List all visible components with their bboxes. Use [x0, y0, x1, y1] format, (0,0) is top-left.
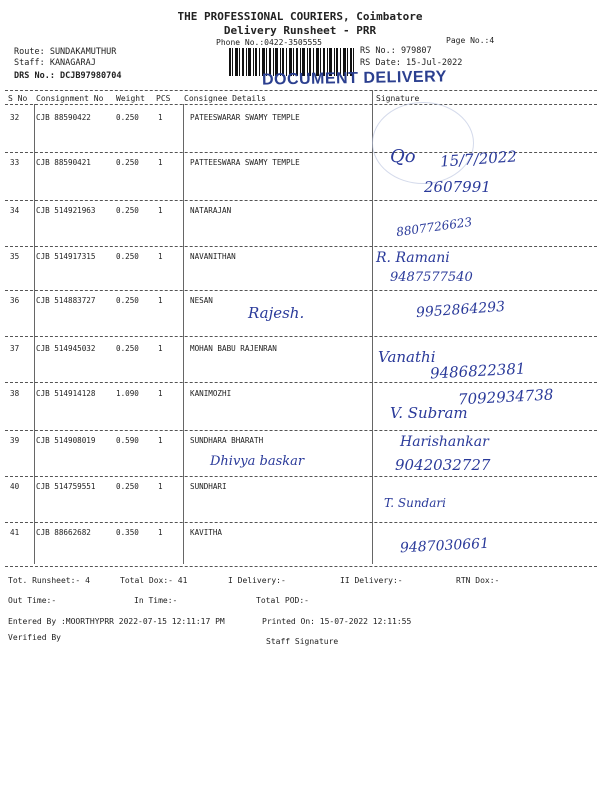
col-sno: S No [8, 94, 28, 103]
handwritten-name: Harishankar [400, 434, 489, 450]
row-weight: 0.350 [116, 528, 139, 537]
total-dox: Total Dox:- 41 [120, 576, 188, 585]
row-consignment: CJB 514917315 [36, 252, 96, 261]
row-consignment: CJB 514914128 [36, 389, 96, 398]
row-consignee: PATTEESWARA SWAMY TEMPLE [190, 158, 300, 167]
row-sno: 32 [10, 113, 20, 122]
total-pod: Total POD:- [256, 596, 309, 605]
handwritten-date: 15/7/2022 [439, 147, 518, 171]
row-pcs: 1 [158, 252, 163, 261]
handwritten-phone: 9487577540 [390, 270, 473, 285]
row-consignment: CJB 514759551 [36, 482, 96, 491]
handwritten-phone: 8807726623 [395, 214, 473, 240]
row-consignment: CJB 514883727 [36, 296, 96, 305]
first-delivery: I Delivery:- [228, 576, 286, 585]
row-divider [5, 566, 597, 567]
row-weight: 0.250 [116, 482, 139, 491]
row-divider [5, 476, 597, 477]
row-weight: 0.250 [116, 296, 139, 305]
staff-label: Staff: KANAGARAJ [14, 58, 96, 68]
row-weight: 0.590 [116, 436, 139, 445]
phone-number: Phone No.:0422-3505555 [216, 38, 322, 47]
col-separator [372, 90, 373, 564]
document-delivery-stamp: DOCUMENT DELIVERY [261, 68, 447, 89]
row-sno: 40 [10, 482, 20, 491]
row-sno: 36 [10, 296, 20, 305]
handwritten-phone: 7092934738 [457, 385, 554, 409]
header-top-rule [5, 90, 597, 91]
row-weight: 0.250 [116, 158, 139, 167]
row-divider [5, 246, 597, 247]
second-delivery: II Delivery:- [340, 576, 403, 585]
handwritten-phone: 9486822381 [429, 359, 526, 383]
row-pcs: 1 [158, 158, 163, 167]
row-pcs: 1 [158, 113, 163, 122]
staff-signature: Staff Signature [266, 637, 339, 646]
row-consignee: KAVITHA [190, 528, 223, 537]
row-pcs: 1 [158, 528, 163, 537]
row-consignee: PATEESWARAR SWAMY TEMPLE [190, 113, 300, 122]
row-weight: 0.250 [116, 206, 139, 215]
handwritten-signature: Qo [390, 146, 416, 167]
row-sno: 34 [10, 206, 20, 215]
row-consignee: SUNDHARA BHARATH [190, 436, 264, 445]
row-weight: 1.090 [116, 389, 139, 398]
row-sno: 33 [10, 158, 20, 167]
rtn-dox: RTN Dox:- [456, 576, 500, 585]
row-weight: 0.250 [116, 252, 139, 261]
row-consignee: NAVANITHAN [190, 252, 236, 261]
col-consignment: Consignment No [36, 94, 104, 103]
row-consignment: CJB 88590421 [36, 158, 91, 167]
row-consignment: CJB 88662682 [36, 528, 91, 537]
row-consignee: NESAN [190, 296, 213, 305]
rs-number: RS No.: 979807 [360, 46, 432, 56]
col-signature: Signature [376, 94, 420, 103]
handwritten-name: T. Sundari [384, 496, 446, 510]
row-pcs: 1 [158, 389, 163, 398]
out-time: Out Time:- [8, 596, 57, 605]
row-pcs: 1 [158, 344, 163, 353]
row-consignee: KANIMOZHI [190, 389, 232, 398]
row-divider [5, 290, 597, 291]
runsheet-subtitle: Delivery Runsheet - PRR [223, 24, 377, 37]
row-sno: 38 [10, 389, 20, 398]
row-divider [5, 336, 597, 337]
handwritten-phone: 9487030661 [399, 535, 490, 557]
rs-date: RS Date: 15-Jul-2022 [360, 58, 463, 68]
col-weight: Weight [116, 94, 145, 103]
row-weight: 0.250 [116, 344, 139, 353]
row-divider [5, 382, 597, 383]
row-consignee: MOHAN BABU RAJENRAN [190, 344, 277, 353]
row-sno: 39 [10, 436, 20, 445]
handwritten-name: V. Subram [390, 404, 468, 422]
handwritten-phone: 9952864293 [415, 298, 506, 322]
handwritten-phone: 9042032727 [395, 456, 491, 474]
row-consignee: NATARAJAN [190, 206, 232, 215]
row-divider [5, 430, 597, 431]
row-sno: 35 [10, 252, 20, 261]
row-pcs: 1 [158, 206, 163, 215]
page-number: Page No.:4 [446, 36, 495, 45]
printed-on: Printed On: 15-07-2022 12:11:55 [262, 617, 412, 626]
col-separator [183, 104, 184, 564]
handwritten-receiver: Rajesh. [248, 304, 305, 322]
row-divider [5, 522, 597, 523]
handwritten-name: R. Ramani [376, 250, 450, 266]
total-runsheet: Tot. Runsheet:- 4 [8, 576, 90, 585]
route-label: Route: SUNDAKAMUTHUR [14, 47, 117, 57]
col-consignee: Consignee Details [184, 94, 266, 103]
col-separator [34, 104, 35, 564]
row-consignment: CJB 514921963 [36, 206, 96, 215]
company-title: THE PROFESSIONAL COURIERS, Coimbatore [177, 10, 423, 23]
row-consignment: CJB 88590422 [36, 113, 91, 122]
row-divider [5, 200, 597, 201]
row-pcs: 1 [158, 482, 163, 491]
drs-number: DRS No.: DCJB97980704 [14, 71, 122, 81]
row-weight: 0.250 [116, 113, 139, 122]
row-pcs: 1 [158, 436, 163, 445]
row-consignment: CJB 514945032 [36, 344, 96, 353]
handwritten-receiver: Dhivya baskar [210, 454, 305, 469]
row-sno: 41 [10, 528, 20, 537]
row-consignment: CJB 514908019 [36, 436, 96, 445]
row-pcs: 1 [158, 296, 163, 305]
col-pcs: PCS [156, 94, 171, 103]
header-bottom-rule [5, 104, 597, 105]
in-time: In Time:- [134, 596, 178, 605]
seal-stamp-mark [372, 102, 474, 184]
verified-by: Verified By [8, 633, 61, 642]
handwritten-name: Vanathi [378, 348, 436, 366]
handwritten-number: 2607991 [424, 178, 491, 196]
row-sno: 37 [10, 344, 20, 353]
entered-by: Entered By :MOORTHYPRR 2022-07-15 12:11:17 PM [8, 617, 225, 626]
row-consignee: SUNDHARI [190, 482, 227, 491]
